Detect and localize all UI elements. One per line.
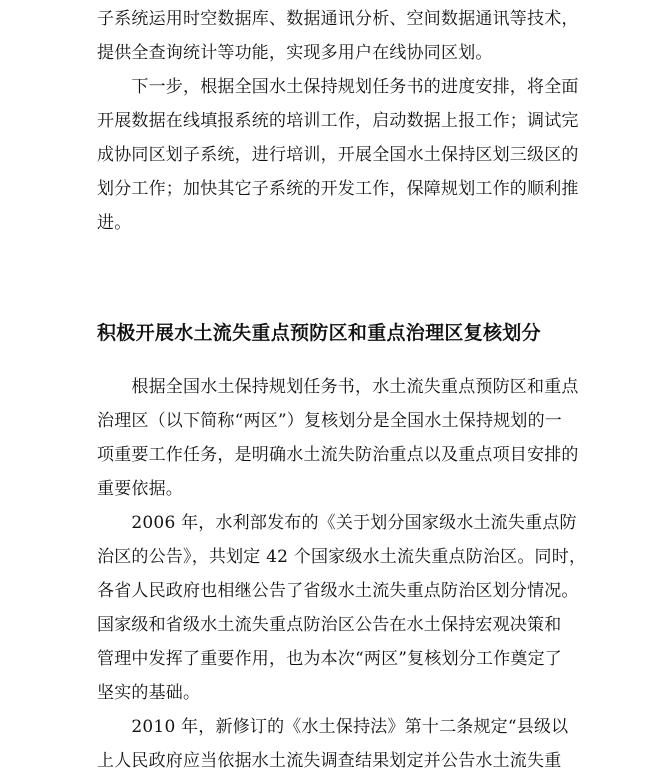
text-line: 管理中发挥了重要作用，也为本次“两区”复核划分工作奠定了 <box>97 649 562 669</box>
text-line: 上人民政府应当依据水土流失调查结果划定并公告水土流失重 <box>97 751 562 771</box>
text-line: 2010 年，新修订的《水土保持法》第十二条规定“县级以 <box>97 717 569 737</box>
text-line: 子系统运用时空数据库、数据通讯分析、空间数据通讯等技术， <box>97 9 579 29</box>
text-line: 治理区（以下简称“两区”）复核划分是全国水土保持规划的一 <box>97 411 562 431</box>
text-line: 进。 <box>97 213 132 233</box>
text-line: 2006 年，水利部发布的《关于划分国家级水土流失重点防 <box>97 513 577 533</box>
text-line: 各省人民政府也相继公告了省级水土流失重点防治区划分情况。 <box>97 581 579 601</box>
text-line: 划分工作；加快其它子系统的开发工作，保障规划工作的顺利推 <box>97 179 579 199</box>
text-line: 提供全查询统计等功能，实现多用户在线协同区划。 <box>97 43 493 63</box>
section-heading: 积极开展水土流失重点预防区和重点治理区复核划分 <box>97 322 541 344</box>
text-line: 下一步，根据全国水土保持规划任务书的进度安排，将全面 <box>97 77 579 97</box>
text-line: 根据全国水土保持规划任务书，水土流失重点预防区和重点 <box>97 377 579 397</box>
text-line: 国家级和省级水土流失重点防治区公告在水土保持宏观决策和 <box>97 615 562 635</box>
text-line: 治区的公告》，共划定 42 个国家级水土流失重点防治区。同时， <box>97 547 587 567</box>
text-line: 成协同区划子系统，进行培训，开展全国水土保持区划三级区的 <box>97 145 579 165</box>
text-line: 坚实的基础。 <box>97 683 201 703</box>
text-line: 开展数据在线填报系统的培训工作，启动数据上报工作；调试完 <box>97 111 579 131</box>
text-line: 项重要工作任务，是明确水土流失防治重点以及重点项目安排的 <box>97 445 579 465</box>
text-line: 重要依据。 <box>97 479 183 499</box>
